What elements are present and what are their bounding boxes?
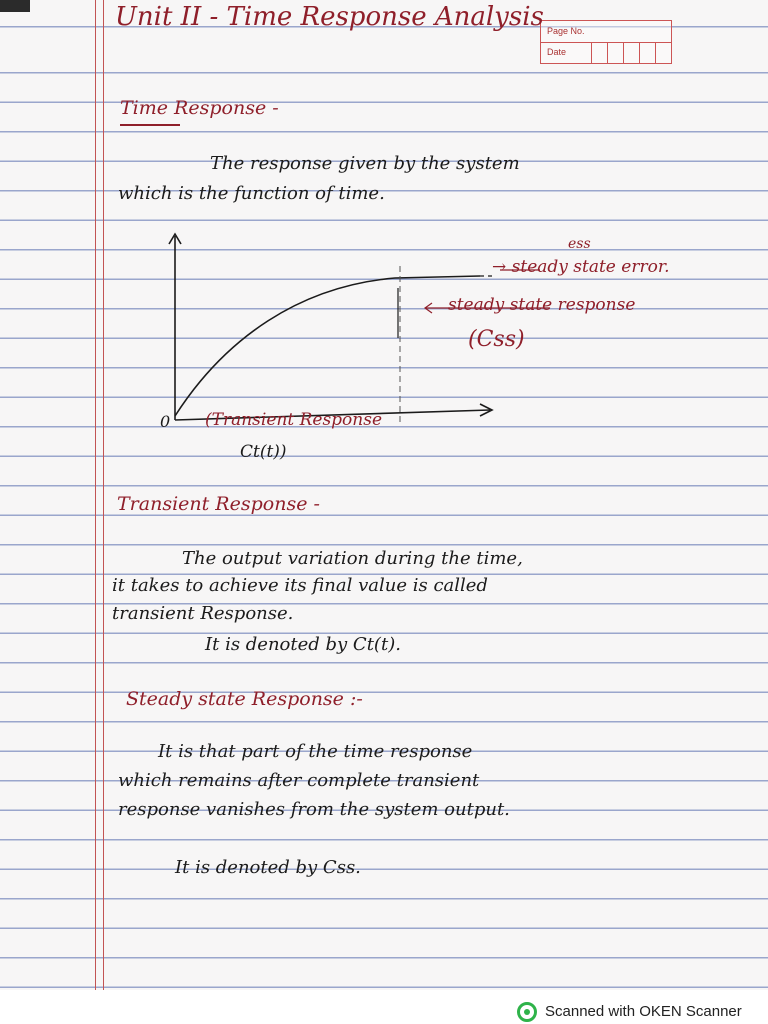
graph-label-css: (Css) bbox=[468, 327, 525, 352]
graph-label-ess: ess bbox=[568, 236, 591, 252]
graph-label-origin: 0 bbox=[160, 412, 171, 431]
steady-state-text-line3: response vanishes from the system output. bbox=[118, 799, 510, 820]
scanner-watermark-text: Scanned with OKEN Scanner bbox=[545, 1003, 742, 1020]
page-number-date-box bbox=[540, 20, 672, 64]
transient-text-line3: transient Response. bbox=[112, 603, 294, 624]
heading-underline bbox=[120, 124, 180, 126]
transient-text-line1: The output variation during the time, bbox=[182, 548, 523, 569]
section-heading-time-response: Time Response - bbox=[120, 97, 279, 119]
steady-state-text-line1: It is that part of the time response bbox=[158, 741, 473, 762]
transient-text-line2: it takes to achieve its final value is called bbox=[112, 575, 488, 596]
graph-label-transient-response: (Transient Response bbox=[205, 410, 383, 430]
response-curve bbox=[175, 276, 480, 416]
time-response-text-line1: The response given by the system bbox=[210, 153, 520, 174]
section-heading-steady-state-response: Steady state Response :- bbox=[126, 688, 363, 710]
transient-text-line4: It is denoted by Ct(t). bbox=[205, 634, 401, 655]
section-heading-transient-response: Transient Response - bbox=[117, 493, 320, 515]
steady-state-text-line2: which remains after complete transient bbox=[118, 770, 480, 791]
graph-label-steady-state-response: steady state response bbox=[448, 295, 636, 315]
margin-line-left bbox=[95, 0, 96, 990]
steady-state-text-line4: It is denoted by Css. bbox=[175, 857, 361, 878]
oken-scanner-logo-icon bbox=[517, 1002, 537, 1022]
page-no-label: Page No. bbox=[547, 26, 585, 36]
date-cells bbox=[591, 42, 671, 63]
graph-label-ctt: Ct(t)) bbox=[240, 442, 287, 462]
page-corner-shadow bbox=[0, 0, 30, 12]
date-label: Date bbox=[547, 47, 567, 57]
graph-label-steady-state-error: → steady state error. bbox=[492, 257, 670, 277]
page-no-row bbox=[541, 21, 671, 43]
time-response-text-line2: which is the function of time. bbox=[118, 183, 385, 204]
page-title: Unit II - Time Response Analysis bbox=[115, 2, 544, 32]
margin-line-right bbox=[103, 0, 104, 990]
